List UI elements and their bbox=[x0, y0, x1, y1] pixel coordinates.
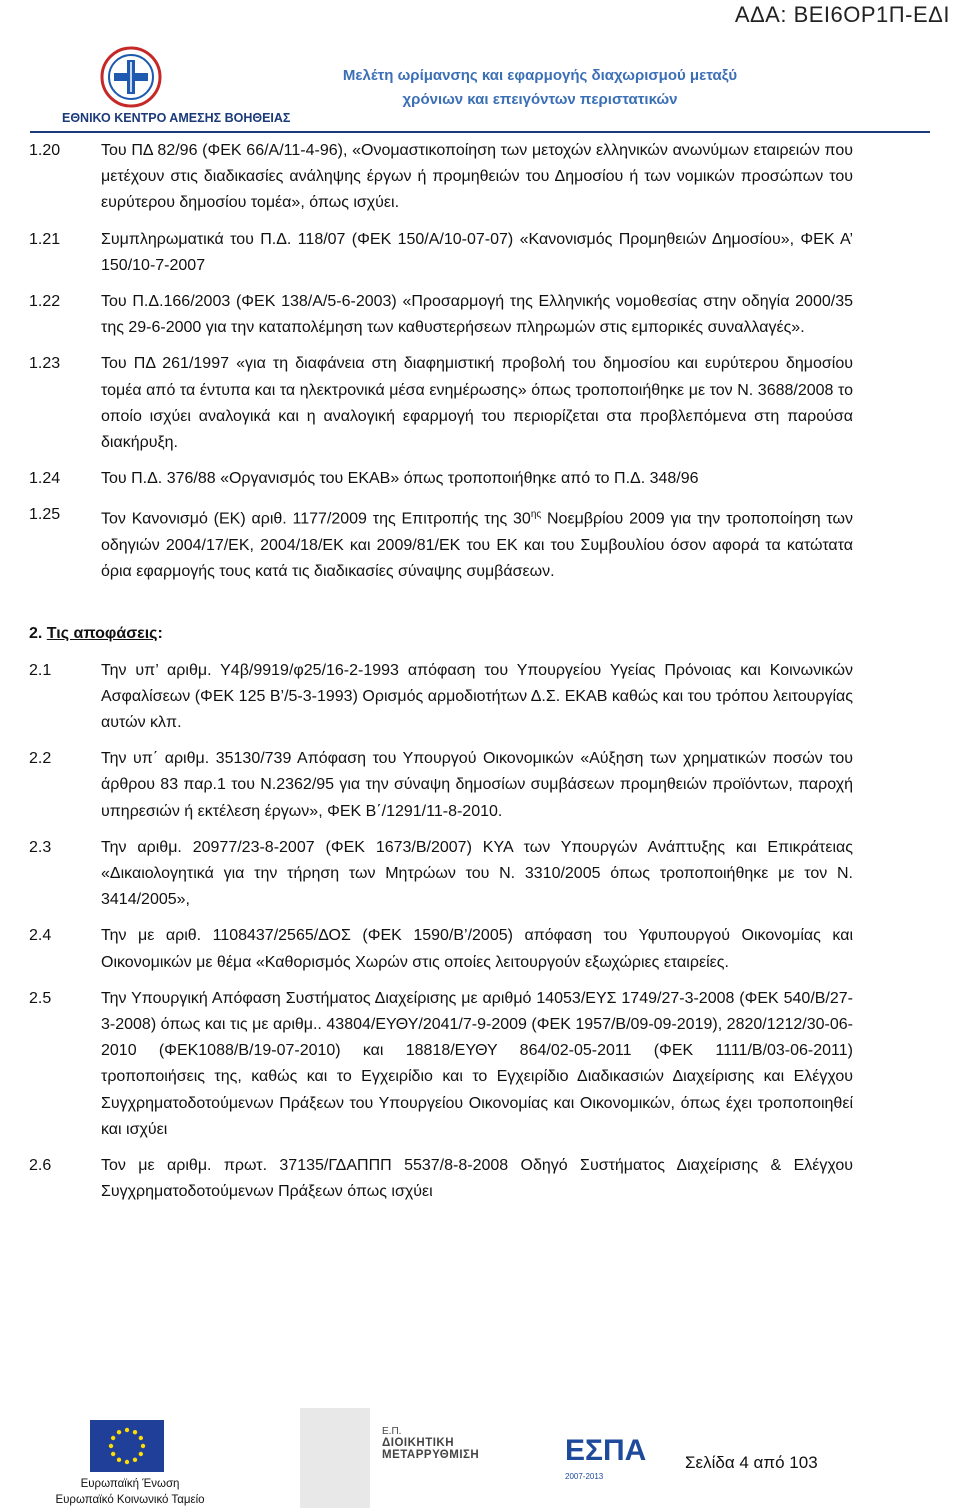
espa-logo: ΕΣΠΑ bbox=[565, 1434, 647, 1467]
item-number: 2.6 bbox=[29, 1157, 52, 1175]
item-number: 1.25 bbox=[29, 506, 61, 524]
item-text: Τον Κανονισμό (ΕΚ) αριθ. 1177/2009 της Επιτροπής της $30^{\eta\varsigma}$ Νοεμβρίου 2009 για την τροποποίηση των οδηγιών 2004/17/ΕΚ, 2004/18/ΕΚ και 2009/81/ΕΚ του ΕΚ και του Συμβουλίου όσον αφορά τα κατώτατα όρια εφαρμογής τους κατά τις διαδικασίες σύναψης συμβάσεων. bbox=[101, 509, 854, 581]
list-item bbox=[29, 502, 853, 585]
eu-label: Ευρωπαϊκή Ένωση bbox=[80, 1478, 180, 1490]
section-heading: 2. Τις αποφάσεις: bbox=[29, 625, 163, 643]
list-item bbox=[29, 466, 853, 492]
list-item bbox=[29, 351, 853, 456]
eu-star bbox=[139, 1452, 143, 1456]
list-item bbox=[29, 138, 853, 217]
item-text: Του ΠΔ 261/1997 «για τη διαφάνεια στη διαφημιστική προβολή του δημοσίου και ευρύτερου δημοσίου τομέα από τα έντυπα και τα ηλεκτρονικά μέσα ενημέρωσης» όπως τροποποιήθηκε με τον Ν. 3688/2008 το οποίο ισχύει αναλογικά και η αναλογική εφαρμογή του περιορίζεται στα προβλεπόμενα στη παρούσα διακήρυξη. bbox=[101, 355, 853, 452]
eu-star bbox=[111, 1452, 115, 1456]
eu-star bbox=[117, 1430, 121, 1434]
list-item bbox=[29, 746, 853, 825]
item-text: Συμπληρωματικά του Π.Δ. 118/07 (ΦΕΚ 150/Α/10-07-07) «Κανονισμός Προμηθειών Δημοσίου», ΦΕΚ Α’ 150/10-7-2007 bbox=[101, 230, 853, 274]
eu-star bbox=[133, 1430, 137, 1434]
list-item bbox=[29, 1153, 853, 1205]
item-text: Την Υπουργική Απόφαση Συστήματος Διαχείρισης με αριθμό 14053/ΕΥΣ 1749/27-3-2008 (ΦΕΚ 540/Β/27-3-2008) όπως και τις με αριθμ.. 43804/ΕΥΘΥ/2041/7-9-2009 (ΦΕΚ 1957/Β/09-09-2019), 2820/1212/30-06-2010 (ΦΕΚ1088/Β/19-07-2010) και 18818/ΕΥΘΥ 864/02-05-2011 (ΦΕΚ 1111/Β/03-06-2011) τροποποιήσεις της, καθώς και το Εγχειρίδιο και το Εγχειρίδιο Διαδικασιών Διαχείρισης και Ελέγχου Συγχρηματοδοτούμενων Πράξεων του Υπουργείου Οικονομίας και Οικονομικών, όπως έχει τροποποιηθεί και ισχύει bbox=[101, 989, 853, 1138]
item-number: 2.4 bbox=[29, 927, 52, 945]
item-text: Του Π.Δ. 376/88 «Οργανισμός του ΕΚΑΒ» όπως τροποποιήθηκε από το Π.Δ. 348/96 bbox=[101, 470, 699, 488]
header-divider bbox=[30, 131, 930, 133]
section-title: Τις αποφάσεις bbox=[46, 625, 158, 643]
eu-star bbox=[141, 1444, 145, 1448]
study-title-line2: χρόνιων και επειγόντων περιστατικών bbox=[402, 91, 678, 108]
item-number: 1.23 bbox=[29, 355, 61, 373]
esf-label: Ευρωπαϊκό Κοινωνικό Ταμείο bbox=[55, 1494, 205, 1506]
eu-star bbox=[139, 1436, 143, 1440]
organization-name: ΕΘΝΙΚΟ ΚΕΝΤΡΟ ΑΜΕΣΗΣ ΒΟΗΘΕΙΑΣ bbox=[62, 111, 291, 125]
eu-star bbox=[125, 1460, 129, 1464]
item-number: 2.1 bbox=[29, 661, 52, 679]
eu-star bbox=[117, 1458, 121, 1462]
item-number: 1.22 bbox=[29, 293, 61, 311]
admin-reform-logo: Ε.Π. ΔΙΟΙΚΗΤΙΚΗ ΜΕΤΑΡΡΥΘΜΙΣΗ bbox=[382, 1426, 480, 1461]
item-number: 2.2 bbox=[29, 750, 52, 768]
eu-star bbox=[111, 1436, 115, 1440]
eu-star bbox=[109, 1444, 113, 1448]
eu-star bbox=[125, 1428, 129, 1432]
item-text: Την αριθμ. 20977/23-8-2007 (ΦΕΚ 1673/Β/2007) ΚΥΑ των Υπουργών Ανάπτυξης και Επικράτειας «Δικαιολογητικά για την τήρηση των Μητρώων του Ν. 3310/2005 όπως τροποποιήθηκε με τον Ν. 3414/2005», bbox=[101, 838, 853, 909]
item-text: Την υπ΄ αριθμ. 35130/739 Απόφαση του Υπουργού Οικονομικών «Αύξηση των χρηματικών ποσών του άρθρου 83 παρ.1 του Ν.2362/95 για την σύναψη δημοσίων συμβάσεων προμηθειών προϊόντων, παροχή υπηρεσιών ή εκτέλεση έργων», ΦΕΚ Β΄/1291/11-8-2010. bbox=[101, 750, 853, 820]
list-item bbox=[29, 986, 853, 1143]
study-title-line1: Μελέτη ωρίμανσης και εφαρμογής διαχωρισμού μεταξύ bbox=[342, 67, 738, 84]
item-text: Την με αριθ. 1108437/2565/ΔΟΣ (ΦΕΚ 1590/Β’/2005) απόφαση του Υφυπουργού Οικονομίας και Οικονομικών με θέμα «Καθορισμός Χωρών στις οποίες λειτουργούν εξωχώριες εταιρείες. bbox=[101, 927, 853, 971]
item-number: 2.5 bbox=[29, 989, 52, 1007]
list-item bbox=[29, 835, 853, 914]
item-text: Του Π.Δ.166/2003 (ΦΕΚ 138/Α/5-6-2003) «Προσαρμογή της Ελληνικής νομοθεσίας στην οδηγία 2000/35 της 29-6-2000 για την καταπολέμηση των καθυστερήσεων πληρωμών στις εμπορικές συναλλαγές». bbox=[101, 293, 853, 337]
eu-flag-icon bbox=[90, 1420, 164, 1472]
espa-years: 2007-2013 bbox=[565, 1472, 604, 1481]
eu-star bbox=[133, 1458, 137, 1462]
item-text: Τον με αριθμ. πρωτ. 37135/ΓΔΑΠΠΠ 5537/8-8-2008 Οδηγό Συστήματος Διαχείρισης & Ελέγχου Συγχρηματοδοτούμενων Πράξεων όπως ισχύει bbox=[101, 1157, 853, 1201]
footer bbox=[0, 1408, 960, 1508]
item-text: Του ΠΔ 82/96 (ΦΕΚ 66/Α/11-4-96), «Ονομαστικοποίηση των μετοχών ελληνικών ανωνύμων εταιρειών που μετέχουν στις διαδικασίες ανάληψης έργων ή προμηθειών του Δημοσίου ή των νομικών προσώπων του ευρύτερου δημοσίου τομέα», όπως ισχύει. bbox=[101, 142, 853, 212]
document-body bbox=[29, 138, 853, 1215]
superscript: ης bbox=[530, 509, 542, 521]
item-text: Την υπ’ αριθμ. Υ4β/9919/φ25/16-2-1993 απόφαση του Υπουργείου Υγείας Πρόνοιας και Κοινωνικών Ασφαλίσεων (ΦΕΚ 125 Β’/5-3-1993) Ορισμός αρμοδιοτήτων Δ.Σ. ΕΚΑΒ καθώς και του τρόπου λειτουργίας αυτών κλπ. bbox=[101, 661, 853, 731]
item-number: 1.21 bbox=[29, 230, 61, 248]
list-item bbox=[29, 923, 853, 975]
ekav-logo bbox=[92, 46, 170, 108]
item-number: 1.20 bbox=[29, 142, 61, 159]
study-title bbox=[325, 64, 755, 112]
list-item bbox=[29, 289, 853, 341]
page-number: Σελίδα 4 από 103 bbox=[685, 1453, 818, 1472]
section-number: 2. bbox=[29, 625, 43, 643]
programme-period-logo bbox=[300, 1408, 370, 1508]
item-number: 1.24 bbox=[29, 470, 61, 488]
ada-code: ΑΔΑ: ΒΕΙ6ΟΡ1Π-ΕΔΙ bbox=[734, 2, 950, 27]
item-number: 2.3 bbox=[29, 838, 52, 856]
list-item bbox=[29, 658, 853, 737]
list-item bbox=[29, 227, 853, 279]
